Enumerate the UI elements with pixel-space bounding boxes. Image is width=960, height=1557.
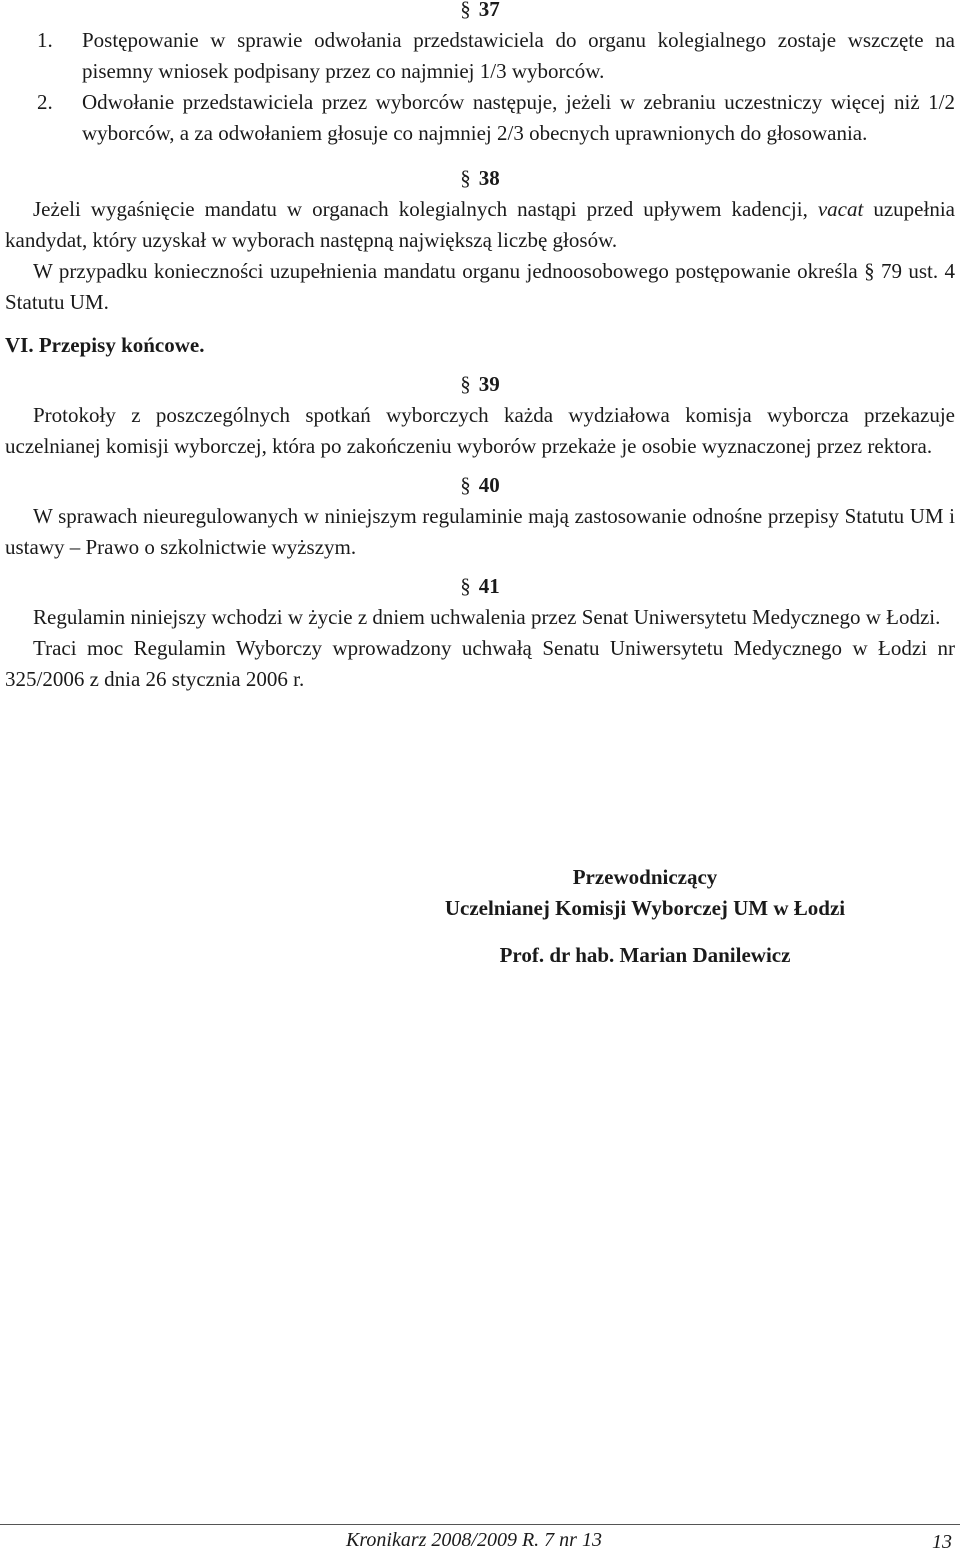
paragraph: [5, 194, 955, 256]
section-symbol: §: [460, 473, 471, 497]
signature-title: Przewodniczący: [572, 865, 718, 889]
section-heading-39: [5, 369, 955, 400]
paragraph: Protokoły z poszczególnych spotkań wyborczych każda wydziałowa komisja wyborcza przekazuje uczelnianej komisji wyborczej, która po zakończeniu wyborów przekaże je osobie wyznaczonej przez rektora.: [5, 403, 955, 458]
paragraph: Traci moc Regulamin Wyborczy wprowadzony uchwałą Senatu Uniwersytetu Medycznego w Łodzi nr 325/2006 z dnia 26 stycznia 2006 r.: [5, 636, 955, 691]
section-symbol: §: [460, 372, 471, 396]
paragraph-text: uzupełnia kandydat, który uzyskał w wyborach następną największą liczbę głosów.: [5, 197, 955, 252]
section-symbol: §: [460, 574, 471, 598]
section-symbol: §: [460, 166, 471, 190]
section-number: 38: [478, 166, 500, 190]
footer-publication: Kronikarz 2008/2009 R. 7 nr 13: [346, 1529, 602, 1551]
paragraph: Regulamin niniejszy wchodzi w życie z dniem uchwalenia przez Senat Uniwersytetu Medycznego w Łodzi.: [33, 605, 941, 629]
document-body: [5, 0, 955, 695]
italic-term: vacat: [817, 197, 864, 221]
section-heading-37: [5, 0, 955, 25]
section-heading-38: [5, 163, 955, 194]
section-symbol: §: [460, 0, 471, 21]
section-number: 40: [478, 473, 500, 497]
list-item: [5, 87, 955, 149]
section-heading-41: [5, 571, 955, 602]
paragraph-text: Jeżeli wygaśnięcie mandatu w organach kolegialnych nastąpi przed upływem kadencji,: [33, 197, 818, 221]
footer-rule: [0, 1524, 960, 1525]
list-number: 2.: [37, 90, 53, 114]
page-number: 13: [932, 1531, 952, 1553]
section-number: 39: [478, 372, 500, 396]
signatory-name: Prof. dr hab. Marian Danilewicz: [499, 943, 791, 967]
list-text: Odwołanie przedstawiciela przez wyborców następuje, jeżeli w zebraniu uczestniczy więcej niż 1/2 wyborców, a za odwołaniem głosuje co najmniej 2/3 obecnych uprawnionych do głosowania.: [82, 90, 955, 145]
list-text: Postępowanie w sprawie odwołania przedstawiciela do organu kolegialnego zostaje wszczęte na pisemny wniosek podpisany przez co najmniej 1/3 wyborców.: [82, 28, 955, 83]
signature-committee: Uczelnianej Komisji Wyborczej UM w Łodzi: [444, 896, 846, 920]
paragraph: W przypadku konieczności uzupełnienia mandatu organu jednoosobowego postępowanie określa § 79 ust. 4 Statutu UM.: [5, 259, 955, 314]
paragraph: W sprawach nieuregulowanych w niniejszym regulaminie mają zastosowanie odnośne przepisy Statutu UM i ustawy – Prawo o szkolnictwie wyższym.: [5, 504, 955, 559]
list-item: [5, 25, 955, 87]
section-heading-40: [5, 470, 955, 501]
section-number: 41: [478, 574, 500, 598]
section-number: 37: [478, 0, 500, 21]
list-number: 1.: [37, 28, 53, 52]
chapter-heading: VI. Przepisy końcowe.: [5, 333, 205, 357]
signature-block: [400, 862, 890, 971]
